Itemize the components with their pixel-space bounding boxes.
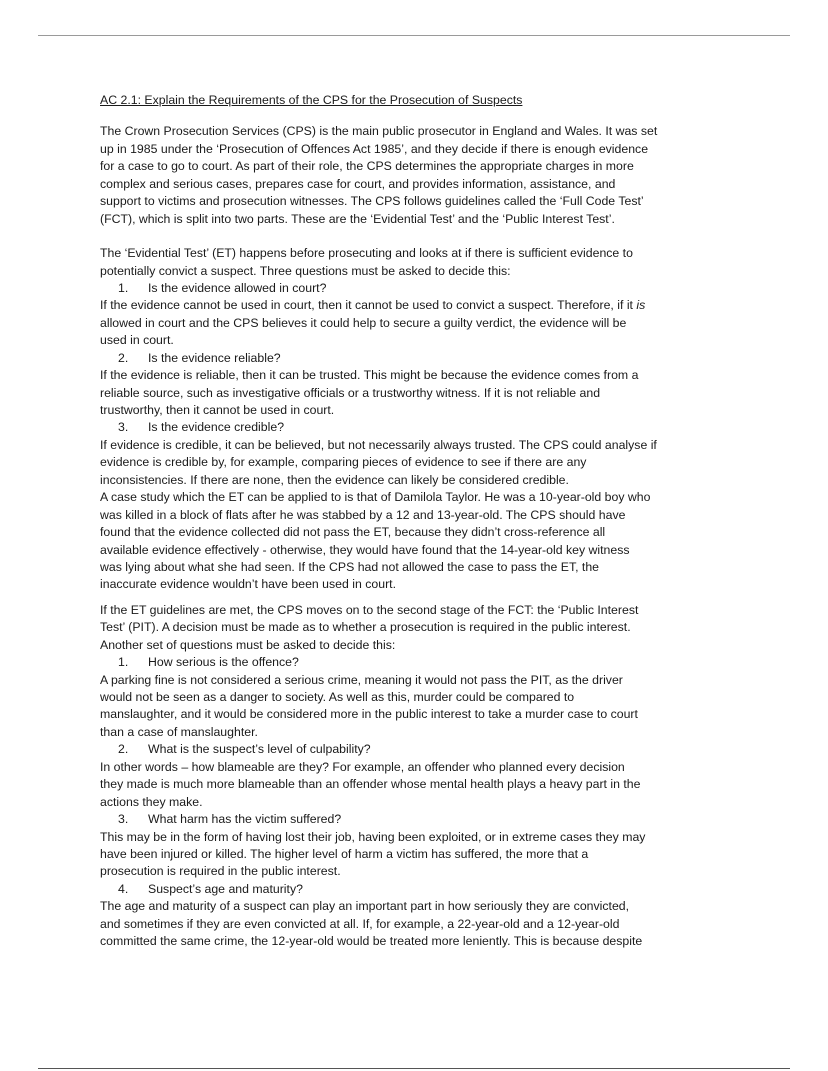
text-line bbox=[100, 332, 740, 349]
document-body bbox=[100, 123, 740, 950]
text-line bbox=[100, 454, 740, 471]
text-line bbox=[100, 576, 740, 593]
text-line bbox=[100, 193, 740, 210]
numbered-question bbox=[100, 419, 740, 436]
line-text: prosecution is required in the public interest. bbox=[100, 864, 341, 879]
numbered-question bbox=[100, 741, 740, 758]
text-line bbox=[100, 158, 740, 175]
line-text: reliable source, such as investigative officials or a trustworthy witness. If it is not reliable and bbox=[100, 385, 601, 400]
line-text: available evidence effectively - otherwise, they would have found that the 14-year-old key witness bbox=[100, 542, 630, 557]
text-line bbox=[100, 542, 740, 559]
text-line bbox=[100, 263, 740, 280]
line-text: would not be seen as a danger to society. As well as this, murder could be compared to bbox=[100, 690, 575, 705]
text-line bbox=[100, 507, 740, 524]
text-line bbox=[100, 898, 740, 915]
line-text: potentially convict a suspect. Three questions must be asked to decide this: bbox=[100, 263, 511, 278]
question-text: Suspect’s age and maturity? bbox=[148, 881, 303, 896]
text-line bbox=[100, 245, 740, 262]
text-line bbox=[100, 672, 740, 689]
text-line bbox=[100, 559, 740, 576]
emphasis-text: is bbox=[636, 298, 646, 313]
text-line bbox=[100, 524, 740, 541]
text-line bbox=[100, 776, 740, 793]
line-text: Another set of questions must be asked to decide this: bbox=[100, 637, 396, 652]
document-title: AC 2.1: Explain the Requirements of the CPS for the Prosecution of Suspects bbox=[100, 93, 523, 107]
text-line bbox=[100, 846, 740, 863]
numbered-question bbox=[100, 350, 740, 367]
line-text: than a case of manslaughter. bbox=[100, 724, 258, 739]
line-text: was lying about what she had seen. If the CPS had not allowed the case to pass the ET, the bbox=[100, 559, 600, 574]
question-text: What is the suspect’s level of culpability? bbox=[148, 742, 371, 757]
paragraph-intro bbox=[100, 123, 740, 228]
line-text: A case study which the ET can be applied to is that of Damilola Taylor. He was a 10-year-old boy who bbox=[100, 490, 651, 505]
page-bottom-divider bbox=[38, 1068, 790, 1069]
text-line bbox=[100, 315, 740, 332]
line-text: up in 1985 under the ‘Prosecution of Offences Act 1985’, and they decide if there is enough evidence bbox=[100, 141, 649, 156]
line-text: The age and maturity of a suspect can play an important part in how seriously they are convicted, bbox=[100, 899, 630, 914]
line-text: The Crown Prosecution Services (CPS) is the main public prosecutor in England and Wales. It was set bbox=[100, 124, 658, 139]
text-line bbox=[100, 637, 740, 654]
numbered-question bbox=[100, 881, 740, 898]
question-text: How serious is the offence? bbox=[148, 655, 299, 670]
line-text: If the evidence cannot be used in court, then it cannot be used to convict a suspect. Therefore, if it bbox=[100, 298, 637, 313]
numbered-question bbox=[100, 654, 740, 671]
line-text: was killed in a block of flats after he was stabbed by a 12 and 13-year-old. The CPS should have bbox=[100, 507, 626, 522]
line-text: trustworthy, then it cannot be used in court. bbox=[100, 403, 335, 418]
line-text: Test’ (PIT). A decision must be made as to whether a prosecution is required in the public interest. bbox=[100, 620, 631, 635]
text-line bbox=[100, 211, 740, 228]
text-line bbox=[100, 916, 740, 933]
line-text: used in court. bbox=[100, 333, 174, 348]
paragraph-public-interest-test bbox=[100, 602, 740, 951]
list-number: 4. bbox=[118, 881, 129, 896]
line-text: support to victims and prosecution witnesses. The CPS follows guidelines called the ‘Full Code Test’ bbox=[100, 194, 644, 209]
paragraph-evidential-test bbox=[100, 245, 740, 594]
list-number: 1. bbox=[118, 655, 129, 670]
text-line bbox=[100, 863, 740, 880]
document-page bbox=[100, 92, 740, 951]
text-line bbox=[100, 437, 740, 454]
text-line bbox=[100, 367, 740, 384]
line-text: If evidence is credible, it can be believed, but not necessarily always trusted. The CPS could analyse if bbox=[100, 437, 657, 452]
question-text: Is the evidence reliable? bbox=[148, 350, 281, 365]
line-text: and sometimes if they are even convicted at all. If, for example, a 22-year-old and a 12-year-old bbox=[100, 916, 620, 931]
line-text: for a case to go to court. As part of their role, the CPS determines the appropriate charges in more bbox=[100, 159, 634, 174]
line-text: inconsistencies. If there are none, then the evidence can likely be considered credible. bbox=[100, 472, 569, 487]
text-line bbox=[100, 759, 740, 776]
line-text: they made is much more blameable than an offender whose mental health plays a heavy part in the bbox=[100, 777, 641, 792]
question-text: Is the evidence allowed in court? bbox=[148, 280, 327, 295]
text-line bbox=[100, 123, 740, 140]
list-number: 2. bbox=[118, 742, 129, 757]
line-text: The ‘Evidential Test’ (ET) happens before prosecuting and looks at if there is sufficient evidence to bbox=[100, 246, 633, 261]
text-line bbox=[100, 724, 740, 741]
list-number: 3. bbox=[118, 420, 129, 435]
line-text: In other words – how blameable are they? For example, an offender who planned every decision bbox=[100, 759, 625, 774]
text-line bbox=[100, 689, 740, 706]
question-text: Is the evidence credible? bbox=[148, 420, 285, 435]
page-top-divider bbox=[38, 35, 790, 36]
line-text: A parking fine is not considered a serious crime, meaning it would not pass the PIT, as the driver bbox=[100, 672, 623, 687]
list-number: 3. bbox=[118, 812, 129, 827]
text-line bbox=[100, 141, 740, 158]
line-text: found that the evidence collected did not pass the ET, because they didn’t cross-reference all bbox=[100, 525, 606, 540]
text-line bbox=[100, 933, 740, 950]
question-text: What harm has the victim suffered? bbox=[148, 812, 342, 827]
text-line bbox=[100, 829, 740, 846]
line-text: evidence is credible by, for example, comparing pieces of evidence to see if there are any bbox=[100, 455, 587, 470]
line-text: have been injured or killed. The higher level of harm a victim has suffered, the more that a bbox=[100, 846, 589, 861]
text-line bbox=[100, 619, 740, 636]
text-line bbox=[100, 706, 740, 723]
text-line bbox=[100, 402, 740, 419]
list-number: 2. bbox=[118, 350, 129, 365]
text-line bbox=[100, 176, 740, 193]
line-text: inaccurate evidence wouldn’t have been used in court. bbox=[100, 577, 397, 592]
line-text: If the evidence is reliable, then it can be trusted. This might be because the evidence comes from a bbox=[100, 368, 639, 383]
text-line bbox=[100, 472, 740, 489]
text-line bbox=[100, 794, 740, 811]
list-number: 1. bbox=[118, 280, 129, 295]
line-text: complex and serious cases, prepares case for court, and provides information, assistance, and bbox=[100, 176, 616, 191]
line-text: allowed in court and the CPS believes it could help to secure a guilty verdict, the evidence will be bbox=[100, 315, 627, 330]
line-text: If the ET guidelines are met, the CPS moves on to the second stage of the FCT: the ‘Public Interest bbox=[100, 602, 639, 617]
line-text: actions they make. bbox=[100, 794, 203, 809]
text-line bbox=[100, 489, 740, 506]
numbered-question bbox=[100, 280, 740, 297]
numbered-question bbox=[100, 811, 740, 828]
text-line bbox=[100, 602, 740, 619]
line-text: committed the same crime, the 12-year-old would be treated more leniently. This is because despite bbox=[100, 934, 643, 949]
line-text: manslaughter, and it would be considered more in the public interest to take a murder case to court bbox=[100, 707, 638, 722]
text-line bbox=[100, 297, 740, 314]
text-line bbox=[100, 385, 740, 402]
line-text: (FCT), which is split into two parts. These are the ‘Evidential Test’ and the ‘Public Interest Test’. bbox=[100, 211, 615, 226]
line-text: This may be in the form of having lost their job, having been exploited, or in extreme cases they may bbox=[100, 829, 646, 844]
